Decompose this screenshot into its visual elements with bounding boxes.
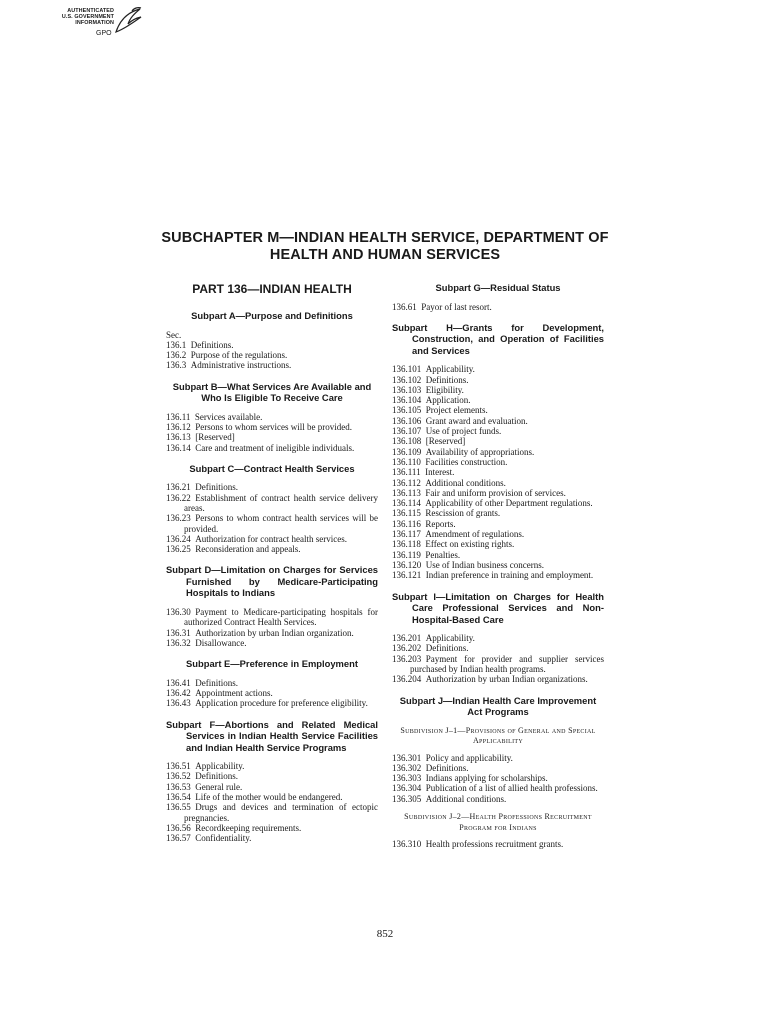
section-entry: 136.116 Reports. (392, 518, 456, 529)
section-entry: 136.101 Applicability. (392, 364, 475, 375)
section-entry: 136.118 Effect on existing rights. (392, 539, 515, 550)
section-entry: 136.43 Application procedure for preference eligibility. (166, 698, 368, 709)
section-list (166, 607, 378, 648)
section-entry: 136.106 Grant award and evaluation. (392, 415, 528, 426)
subpart-heading: Subpart A—Purpose and Definitions (191, 310, 353, 321)
section-entry: 136.107 Use of project funds. (392, 426, 502, 437)
section-entry: 136.120 Use of Indian business concerns. (392, 559, 544, 570)
gpo-mark: GPO (96, 30, 112, 37)
section-entry: 136.112 Additional conditions. (392, 477, 506, 488)
section-list (392, 364, 604, 580)
section-entry: 136.103 Eligibility. (392, 384, 464, 395)
section-entry: 136.22 Establishment of contract health service delivery areas. (166, 492, 378, 513)
section-list (392, 302, 604, 312)
subchapter-title: SUBCHAPTER M—INDIAN HEALTH SERVICE, DEPARTMENT OF HEALTH AND HUMAN SERVICES (161, 230, 609, 263)
subdivision-heading: Subdivision J–1—Provisions of General and Special Applicability (400, 725, 596, 746)
section-list (166, 482, 378, 554)
subpart-heading: Subpart J—Indian Health Care Improvement Act Programs (399, 694, 597, 718)
subpart-heading: Subpart H—Grants for Development, Construction, and Operation of Facilities and Services (392, 321, 604, 356)
seal-text: AUTHENTICATED U.S. GOVERNMENT INFORMATION (61, 8, 114, 27)
section-entry: 136.1 Definitions. (166, 339, 234, 350)
section-list (166, 412, 378, 453)
section-entry: 136.57 Confidentiality. (166, 833, 252, 844)
subpart-heading: Subpart I—Limitation on Charges for Health Care Professional Services and Non-Hospital-Based Care (392, 590, 604, 625)
section-entry: 136.13 [Reserved] (166, 432, 235, 443)
section-list (392, 633, 604, 684)
section-entry: 136.117 Amendment of regulations. (392, 529, 525, 540)
section-entry: 136.32 Disallowance. (166, 637, 247, 648)
section-entry: 136.119 Penalties. (392, 549, 461, 560)
section-entry: 136.54 Life of the mother would be endangered. (166, 791, 343, 802)
section-entry: 136.56 Recordkeeping requirements. (166, 822, 302, 833)
section-list (392, 753, 604, 804)
section-entry: 136.121 Indian preference in training and employment. (392, 570, 594, 581)
sec-label: Sec. (166, 329, 182, 340)
section-entry: 136.12 Persons to whom services will be provided. (166, 421, 352, 432)
section-entry: 136.61 Payor of last resort. (392, 301, 492, 312)
section-entry: 136.52 Definitions. (166, 771, 238, 782)
left-column (166, 282, 378, 843)
section-entry: 136.51 Applicability. (166, 761, 245, 772)
section-entry: 136.108 [Reserved] (392, 436, 466, 447)
section-entry: 136.303 Indians applying for scholarships. (392, 773, 548, 784)
section-entry: 136.113 Fair and uniform provision of services. (392, 487, 566, 498)
section-entry: 136.11 Services available. (166, 411, 263, 422)
subpart-heading: Subpart D—Limitation on Charges for Services Furnished by Medicare-Participating Hospitals to Indians (166, 564, 378, 599)
section-entry: 136.24 Authorization for contract health services. (166, 533, 347, 544)
subdivision-heading: Subdivision J–2—Health Professions Recruitment Program for Indians (404, 812, 592, 832)
section-entry: 136.204 Authorization by urban Indian organizations. (392, 674, 588, 685)
subpart-heading: Subpart G—Residual Status (435, 282, 561, 293)
section-entry: 136.304 Publication of a list of allied health professions. (392, 783, 598, 794)
section-list (166, 761, 378, 843)
section-entry: 136.23 Persons to whom contract health services will be provided. (166, 513, 378, 534)
section-entry: 136.114 Applicability of other Department regulations. (392, 498, 593, 509)
section-entry: 136.115 Rescission of grants. (392, 508, 501, 519)
section-entry: 136.25 Reconsideration and appeals. (166, 544, 301, 555)
section-entry: 136.202 Definitions. (392, 643, 469, 654)
section-entry: 136.42 Appointment actions. (166, 687, 273, 698)
section-entry: 136.2 Purpose of the regulations. (166, 350, 288, 361)
section-entry: 136.302 Definitions. (392, 762, 469, 773)
section-entry: 136.55 Drugs and devices and termination of ectopic pregnancies. (166, 802, 378, 823)
section-entry: 136.21 Definitions. (166, 482, 238, 493)
section-entry: 136.41 Definitions. (166, 677, 238, 688)
section-entry: 136.301 Policy and applicability. (392, 752, 513, 763)
subpart-heading: Subpart B—What Services Are Available and Who Is Eligible To Receive Care (172, 380, 372, 404)
section-entry: 136.14 Care and treatment of ineligible individuals. (166, 442, 355, 453)
eagle-icon (112, 6, 144, 36)
gpo-authentication-seal (58, 6, 144, 46)
subpart-heading: Subpart F—Abortions and Related Medical Services in Indian Health Service Facilities and Indian Health Service Programs (166, 718, 378, 753)
section-entry: 136.109 Availability of appropriations. (392, 446, 535, 457)
section-entry: 136.31 Authorization by urban Indian organization. (166, 627, 354, 638)
section-list (166, 340, 378, 371)
section-entry: 136.105 Project elements. (392, 405, 488, 416)
subpart-heading: Subpart E—Preference in Employment (186, 658, 358, 670)
section-entry: 136.102 Definitions. (392, 374, 469, 385)
section-entry: 136.305 Additional conditions. (392, 793, 507, 804)
section-entry: 136.3 Administrative instructions. (166, 360, 292, 371)
section-entry: 136.203 Payment for provider and supplier services purchased by Indian health programs. (392, 653, 604, 674)
section-entry: 136.310 Health professions recruitment grants. (392, 839, 564, 849)
section-entry: 136.110 Facilities construction. (392, 456, 508, 467)
section-list (392, 839, 604, 849)
section-list (166, 678, 378, 709)
page-number: 852 (376, 928, 394, 940)
section-entry: 136.53 General rule. (166, 781, 243, 792)
section-entry: 136.104 Application. (392, 395, 471, 406)
section-entry: 136.201 Applicability. (392, 633, 475, 644)
part-heading: PART 136—INDIAN HEALTH (192, 282, 352, 296)
section-entry: 136.30 Payment to Medicare-participating hospitals for authorized Contract Health Services. (166, 606, 378, 628)
section-entry: 136.111 Interest. (392, 467, 455, 478)
subpart-heading: Subpart C—Contract Health Services (189, 462, 355, 474)
right-column (392, 282, 604, 849)
